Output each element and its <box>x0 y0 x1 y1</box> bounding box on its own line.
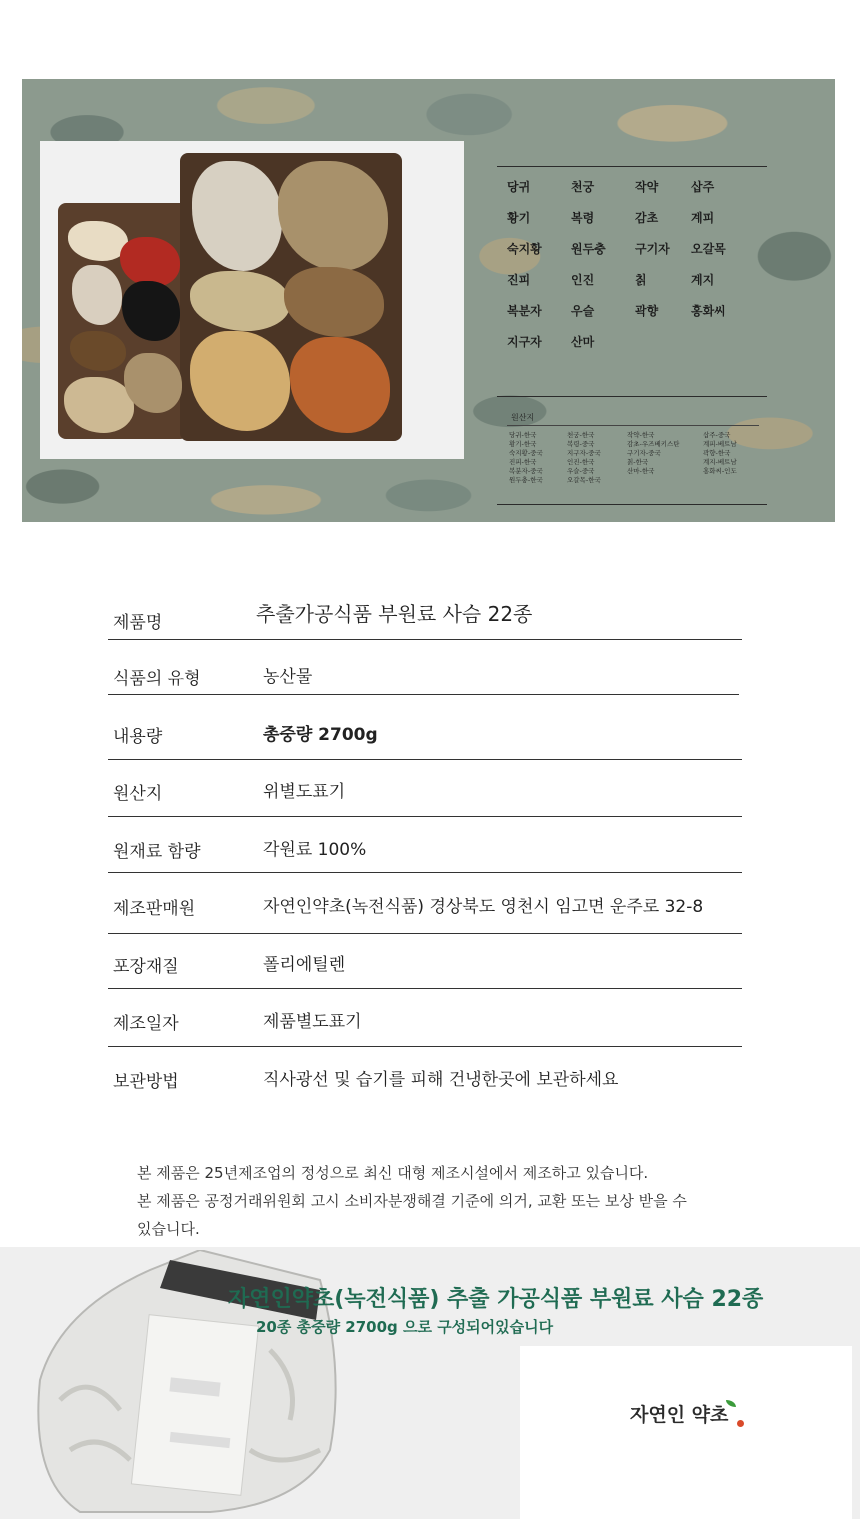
notice-line: 본 제품은 25년제조업의 정성으로 최신 대형 제조시설에서 제조하고 있습니다. <box>137 1164 649 1182</box>
origin-entry: 산마-한국 <box>627 467 655 475</box>
logo-card <box>520 1346 852 1519</box>
spec-label: 제품명 <box>113 613 163 633</box>
spec-value: 폴리에틸렌 <box>263 955 346 975</box>
herb-name: 오갈목 <box>691 242 726 256</box>
herb-name: 숙지황 <box>507 242 542 256</box>
origin-entry: 원두충-한국 <box>509 476 543 484</box>
herbs-photo <box>40 141 464 459</box>
divider <box>497 504 767 505</box>
herb-name: 진피 <box>507 273 531 287</box>
spec-value: 각원료 100% <box>263 840 367 860</box>
herb-name: 감초 <box>635 211 659 225</box>
herb-name: 작약 <box>635 180 659 194</box>
spec-label: 보관방법 <box>113 1072 179 1092</box>
origin-entry: 계지-베트남 <box>703 458 737 466</box>
origin-title: 원산지 <box>511 413 535 422</box>
origin-entry: 지구자-중국 <box>567 449 601 457</box>
origin-entry: 우슬-중국 <box>567 467 595 475</box>
herb-name: 산마 <box>571 335 595 349</box>
herb-name: 우슬 <box>571 304 595 318</box>
herb-name: 삽주 <box>691 180 715 194</box>
herb-name: 인진 <box>571 273 595 287</box>
origin-entry: 진피-한국 <box>509 458 537 466</box>
herb-name: 복분자 <box>507 304 542 318</box>
spec-value: 자연인약초(녹전식품) 경상북도 영천시 임고면 운주로 32-8 <box>263 897 704 917</box>
spec-value: 위별도표기 <box>263 782 346 802</box>
notice-line: 본 제품은 공정거래위원회 고시 소비자분쟁해결 기준에 의거, 교환 또는 보상 받을 수 <box>137 1192 687 1210</box>
herb-name: 원두충 <box>571 242 606 256</box>
herb-name: 계피 <box>691 211 715 225</box>
origin-grid <box>509 431 769 485</box>
spec-divider <box>108 639 742 640</box>
origin-entry: 숙지황-중국 <box>509 449 543 457</box>
origin-entry <box>627 476 703 485</box>
divider <box>497 396 767 397</box>
origin-entry: 삽주-중국 <box>703 431 731 439</box>
spec-divider <box>108 988 742 989</box>
herb-list-panel <box>497 166 767 506</box>
spec-label: 식품의 유형 <box>113 669 201 689</box>
notice-text <box>137 1159 797 1243</box>
spec-value: 제품별도표기 <box>263 1012 362 1032</box>
spec-value: 추출가공식품 부원료 사슴 22종 <box>256 602 533 626</box>
origin-entry: 곽향-한국 <box>703 449 731 457</box>
seal-icon <box>737 1420 744 1427</box>
origin-entry: 작약-한국 <box>627 431 655 439</box>
notice-line: 있습니다. <box>137 1220 200 1238</box>
herb-name: 지구자 <box>507 335 542 349</box>
logo-text: 자연인 약초 <box>630 1404 729 1426</box>
herb-name-grid <box>507 178 762 351</box>
spec-value: 농산물 <box>263 667 313 687</box>
promo-title: 자연인약초(녹전식품) 추출 가공식품 부원료 사슴 22종 <box>228 1287 764 1312</box>
herb-name: 곽향 <box>635 304 659 318</box>
spec-label: 제조일자 <box>113 1014 179 1034</box>
origin-entry <box>703 476 765 485</box>
herb-name: 구기자 <box>635 242 670 256</box>
origin-entry: 칡-한국 <box>627 458 649 466</box>
origin-entry: 계피-베트남 <box>703 440 737 448</box>
herb-name: 홍화씨 <box>691 304 726 318</box>
spec-divider <box>108 872 742 873</box>
spec-label: 내용량 <box>113 727 163 747</box>
spec-divider <box>108 816 742 817</box>
spec-divider <box>108 1046 742 1047</box>
origin-entry: 복분자-중국 <box>509 467 543 475</box>
promo-subtitle: 20종 총중량 2700g 으로 구성되어있습니다 <box>256 1318 554 1336</box>
spec-divider <box>108 694 739 695</box>
spec-label: 제조판매원 <box>113 899 196 919</box>
divider <box>497 166 767 167</box>
origin-entry: 천궁-한국 <box>567 431 595 439</box>
herb-name: 천궁 <box>571 180 595 194</box>
herb-name: 당귀 <box>507 180 531 194</box>
origin-entry: 당귀-한국 <box>509 431 537 439</box>
herb-name: 황기 <box>507 211 531 225</box>
spec-label: 원재료 함량 <box>113 842 201 862</box>
origin-entry: 복령-중국 <box>567 440 595 448</box>
spec-divider <box>108 759 742 760</box>
spec-label: 원산지 <box>113 784 163 804</box>
spec-value: 총중량 2700g <box>263 725 378 745</box>
origin-entry: 인진-한국 <box>567 458 595 466</box>
origin-entry: 구기자-중국 <box>627 449 661 457</box>
herb-name: 복령 <box>571 211 595 225</box>
herb-name: 계지 <box>691 273 715 287</box>
brand-logo <box>630 1400 744 1427</box>
origin-entry: 황기-한국 <box>509 440 537 448</box>
spec-value: 직사광선 및 습기를 피해 건냉한곳에 보관하세요 <box>263 1070 619 1090</box>
spec-label: 포장재질 <box>113 957 179 977</box>
origin-entry: 감초-우즈베키스탄 <box>627 440 680 448</box>
spec-divider <box>108 933 742 934</box>
origin-entry: 오갈목-한국 <box>567 476 601 484</box>
herb-name: 칡 <box>635 273 647 287</box>
divider <box>507 425 759 426</box>
origin-entry: 홍화씨-인도 <box>703 467 737 475</box>
